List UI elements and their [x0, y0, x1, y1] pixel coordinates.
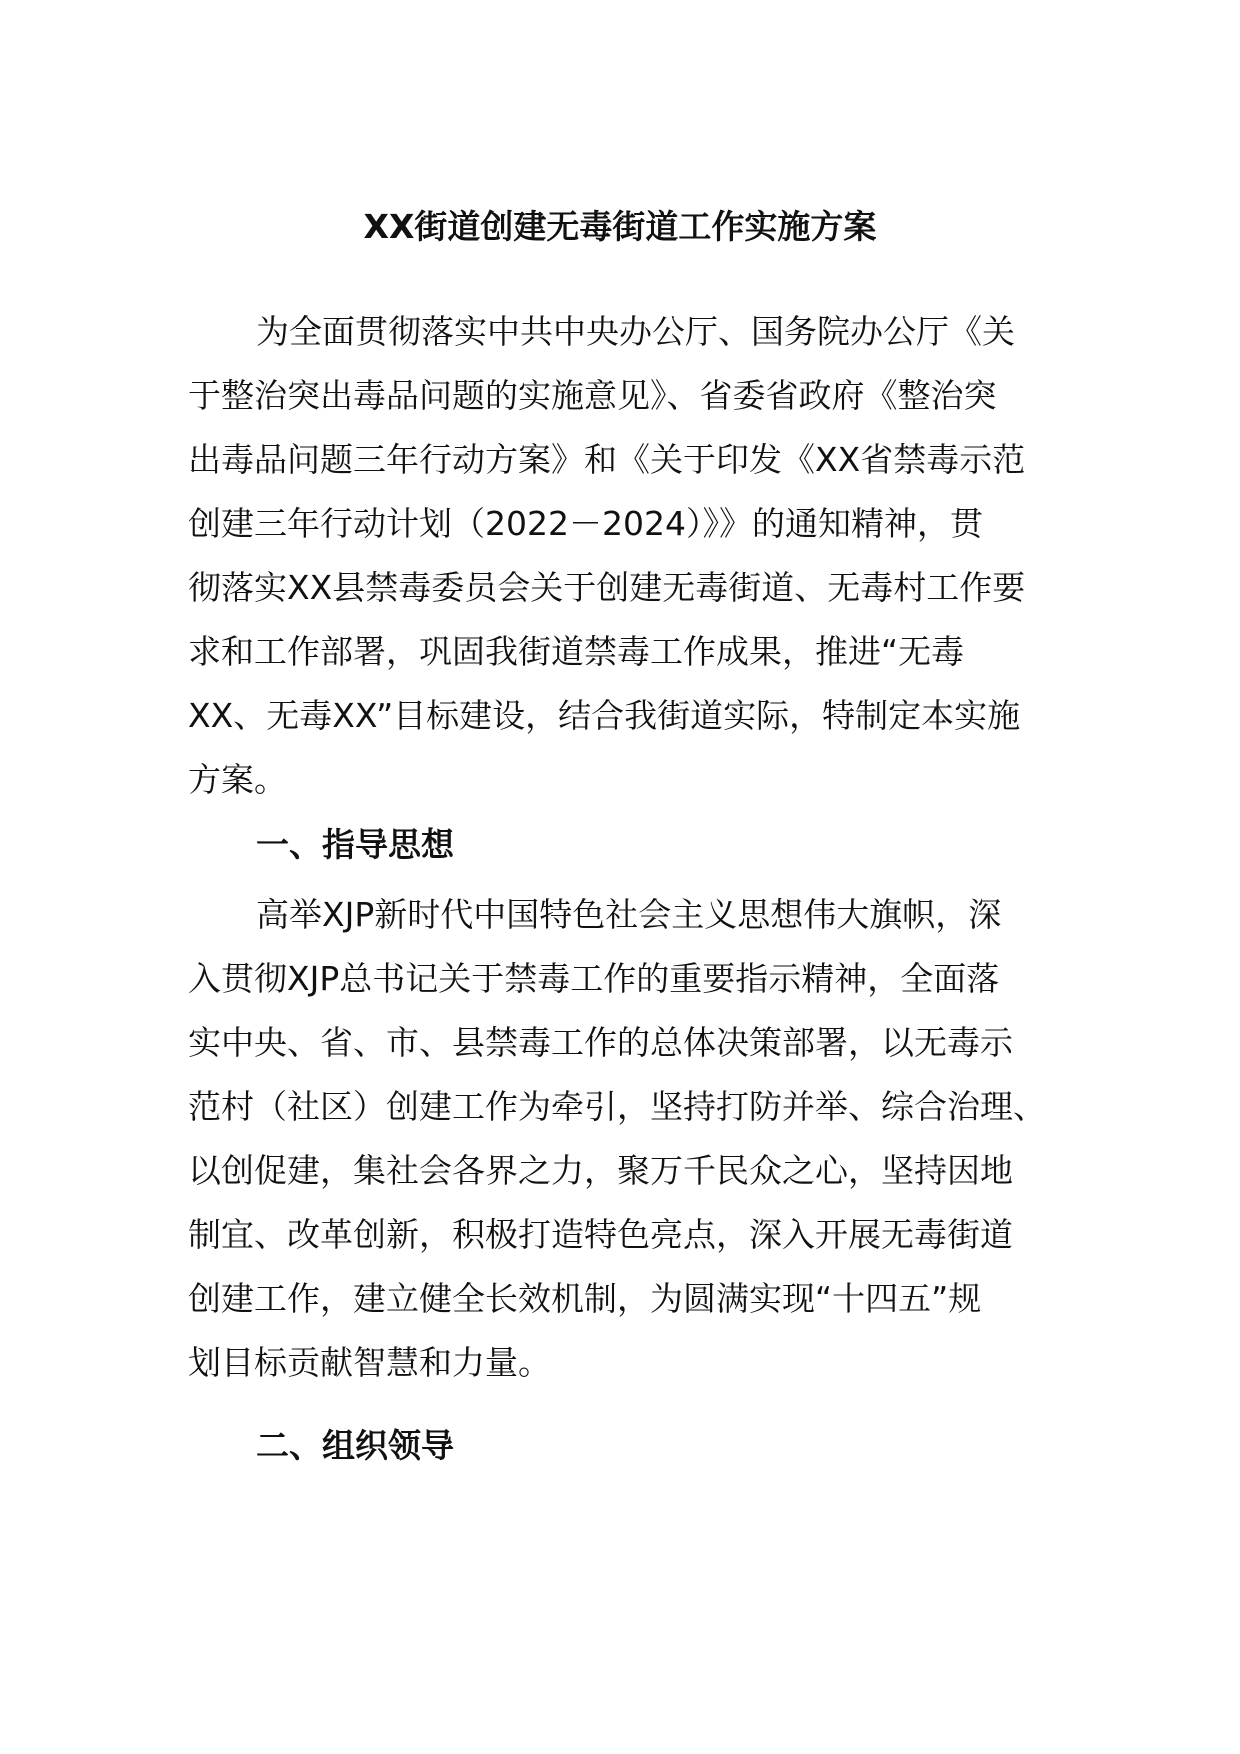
intro-line: 求和工作部署，巩固我街道禁毒工作成果，推进“无毒 — [188, 632, 965, 671]
ideology-line: 制宜、改革创新，积极打造特色亮点，深入开展无毒街道 — [188, 1215, 1013, 1254]
document-title: XX街道创建无毒街道工作实施方案 — [363, 207, 877, 246]
ideology-line: 以创促建，集社会各界之力，聚万千民众之心，坚持因地 — [188, 1151, 1013, 1190]
intro-line: XX、无毒XX”目标建设，结合我街道实际，特制定本实施 — [188, 696, 1021, 735]
section-heading-guiding-ideology: 一、指导思想 — [256, 825, 454, 864]
intro-line: 创建三年行动计划（2022－2024）》》的通知精神，贯 — [188, 504, 983, 543]
intro-line: 方案。 — [188, 760, 287, 799]
intro-paragraph — [188, 300, 1050, 812]
intro-line: 彻落实XX县禁毒委员会关于创建无毒街道、无毒村工作要 — [188, 568, 1026, 607]
ideology-line: 入贯彻XJP总书记关于禁毒工作的重要指示精神，全面落 — [188, 959, 1000, 998]
intro-line: 出毒品问题三年行动方案》和《关于印发《XX省禁毒示范 — [188, 440, 1026, 479]
ideology-line: 高举XJP新时代中国特色社会主义思想伟大旗帜，深 — [256, 895, 1002, 934]
ideology-line: 范村（社区）创建工作为牵引，坚持打防并举、综合治理、 — [188, 1087, 1046, 1126]
ideology-line: 创建工作，建立健全长效机制，为圆满实现“十四五”规 — [188, 1279, 982, 1318]
intro-line: 为全面贯彻落实中共中央办公厅、国务院办公厅《关 — [256, 312, 1015, 351]
intro-line: 于整治突出毒品问题的实施意见》、省委省政府《整治突 — [188, 376, 997, 415]
ideology-line: 划目标贡献智慧和力量。 — [188, 1343, 551, 1382]
guiding-ideology-paragraph — [188, 883, 1050, 1395]
ideology-line: 实中央、省、市、县禁毒工作的总体决策部署，以无毒示 — [188, 1023, 1013, 1062]
section-heading-organization-leadership: 二、组织领导 — [256, 1426, 454, 1465]
